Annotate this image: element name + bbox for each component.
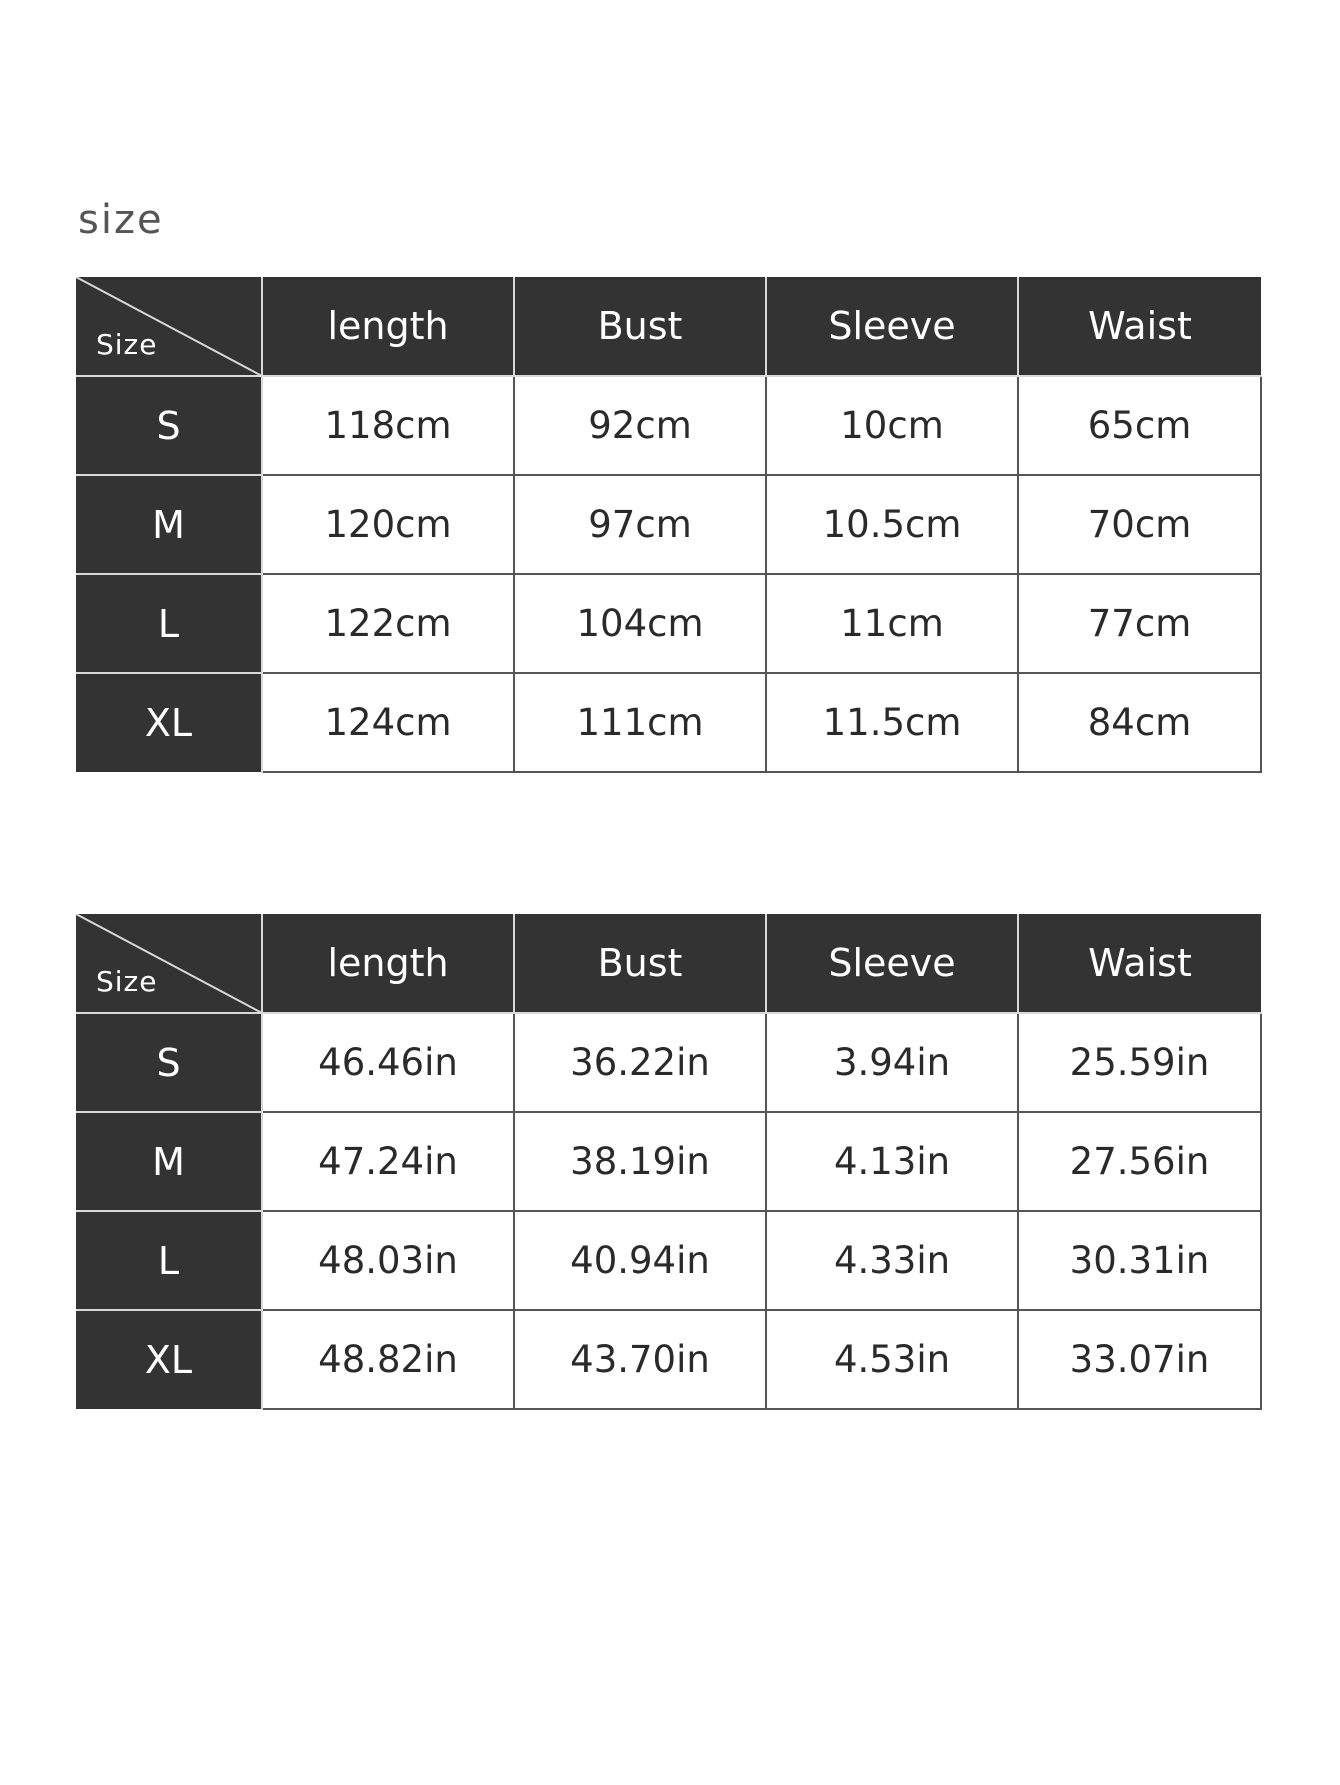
- row-header-size: XL: [76, 673, 262, 772]
- row-header-size: L: [76, 1211, 262, 1310]
- corner-label: Size: [96, 965, 158, 998]
- cell-waist: 27.56in: [1018, 1112, 1261, 1211]
- column-header-waist: Waist: [1018, 914, 1261, 1013]
- table-row: [76, 376, 1261, 475]
- cell-bust: 40.94in: [514, 1211, 766, 1310]
- corner-label: Size: [96, 328, 158, 361]
- size-table-in: [76, 914, 1262, 1410]
- cell-sleeve: 10cm: [766, 376, 1018, 475]
- table-row: [76, 1013, 1261, 1112]
- row-header-size: M: [76, 1112, 262, 1211]
- header-row: [76, 914, 1261, 1013]
- cell-sleeve: 4.33in: [766, 1211, 1018, 1310]
- cell-sleeve: 4.13in: [766, 1112, 1018, 1211]
- cell-length: 120cm: [262, 475, 514, 574]
- cell-bust: 43.70in: [514, 1310, 766, 1409]
- cell-length: 48.82in: [262, 1310, 514, 1409]
- row-header-size: XL: [76, 1310, 262, 1409]
- cell-sleeve: 11cm: [766, 574, 1018, 673]
- column-header-length: length: [262, 914, 514, 1013]
- cell-waist: 30.31in: [1018, 1211, 1261, 1310]
- column-header-length: length: [262, 277, 514, 376]
- cell-waist: 70cm: [1018, 475, 1261, 574]
- size-table-cm: [76, 277, 1262, 773]
- column-header-bust: Bust: [514, 277, 766, 376]
- cell-sleeve: 4.53in: [766, 1310, 1018, 1409]
- cell-waist: 25.59in: [1018, 1013, 1261, 1112]
- cell-waist: 77cm: [1018, 574, 1261, 673]
- table-row: [76, 1310, 1261, 1409]
- cell-waist: 84cm: [1018, 673, 1261, 772]
- row-header-size: S: [76, 376, 262, 475]
- cell-bust: 36.22in: [514, 1013, 766, 1112]
- cell-waist: 33.07in: [1018, 1310, 1261, 1409]
- cell-length: 118cm: [262, 376, 514, 475]
- table-row: [76, 673, 1261, 772]
- diagonal-divider: [76, 277, 262, 376]
- cell-length: 47.24in: [262, 1112, 514, 1211]
- column-header-sleeve: Sleeve: [766, 914, 1018, 1013]
- cell-sleeve: 3.94in: [766, 1013, 1018, 1112]
- table-row: [76, 475, 1261, 574]
- row-header-size: M: [76, 475, 262, 574]
- diagonal-divider: [76, 914, 262, 1013]
- table-row: [76, 574, 1261, 673]
- page-title: size: [78, 197, 164, 243]
- corner-header: [76, 277, 262, 376]
- cell-bust: 111cm: [514, 673, 766, 772]
- cell-bust: 97cm: [514, 475, 766, 574]
- row-header-size: L: [76, 574, 262, 673]
- cell-length: 48.03in: [262, 1211, 514, 1310]
- cell-waist: 65cm: [1018, 376, 1261, 475]
- cell-length: 46.46in: [262, 1013, 514, 1112]
- cell-length: 124cm: [262, 673, 514, 772]
- cell-bust: 38.19in: [514, 1112, 766, 1211]
- cell-length: 122cm: [262, 574, 514, 673]
- cell-bust: 92cm: [514, 376, 766, 475]
- table-row: [76, 1211, 1261, 1310]
- corner-header: [76, 914, 262, 1013]
- row-header-size: S: [76, 1013, 262, 1112]
- table-row: [76, 1112, 1261, 1211]
- column-header-bust: Bust: [514, 914, 766, 1013]
- column-header-sleeve: Sleeve: [766, 277, 1018, 376]
- cell-sleeve: 11.5cm: [766, 673, 1018, 772]
- cell-bust: 104cm: [514, 574, 766, 673]
- column-header-waist: Waist: [1018, 277, 1261, 376]
- header-row: [76, 277, 1261, 376]
- cell-sleeve: 10.5cm: [766, 475, 1018, 574]
